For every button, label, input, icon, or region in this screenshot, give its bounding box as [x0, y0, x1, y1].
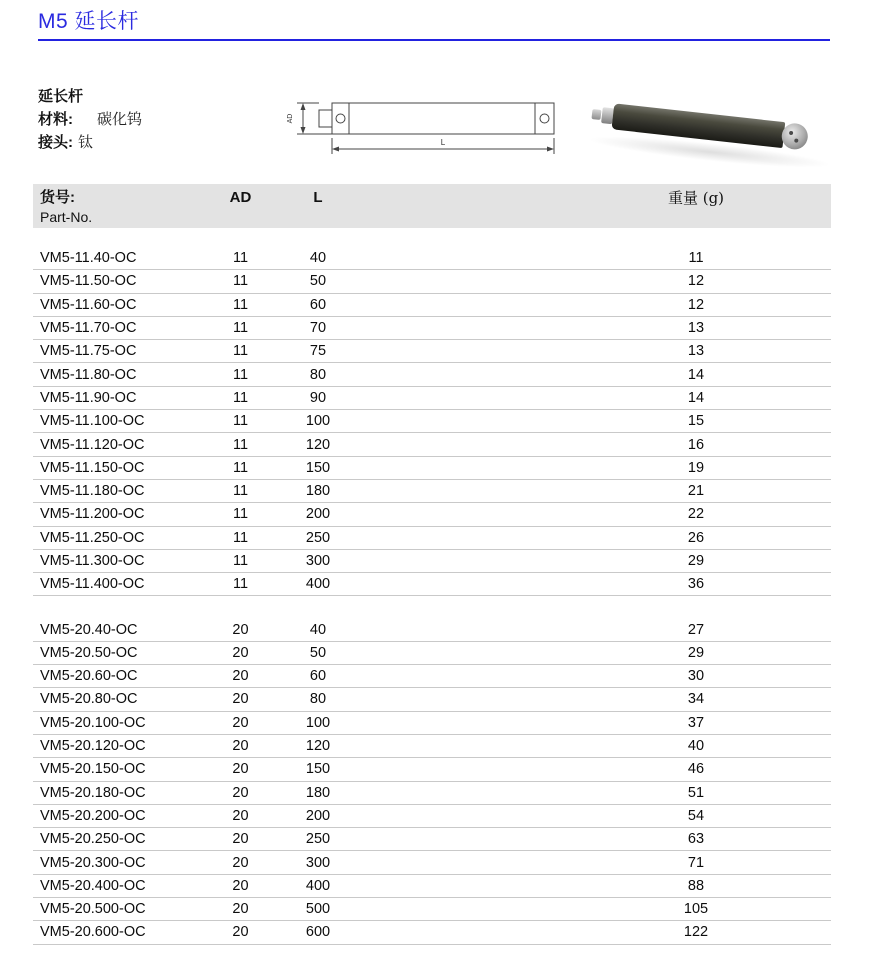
cell-part-no: VM5-20.60-OC [40, 668, 138, 685]
table-row [33, 270, 831, 293]
table-row [33, 758, 831, 781]
cell-part-no: VM5-20.400-OC [40, 877, 146, 894]
cell-part-no: VM5-11.80-OC [40, 366, 137, 383]
cell-weight: 51 [687, 784, 705, 801]
table-row [33, 573, 831, 596]
cell-weight: 40 [687, 738, 705, 755]
joint-label: 接头: [38, 134, 73, 151]
rod-end-cap [780, 122, 809, 151]
product-photo [562, 81, 862, 181]
table-row [33, 688, 831, 711]
technical-drawing [281, 91, 571, 163]
table-header [33, 184, 831, 228]
cell-ad: 11 [232, 436, 249, 453]
cell-ad: 20 [232, 668, 249, 685]
table-row [33, 875, 831, 898]
cell-l: 60 [309, 296, 327, 313]
cell-l: 80 [309, 366, 327, 383]
cell-ad: 11 [232, 506, 249, 523]
cell-weight: 12 [687, 296, 705, 313]
cell-l: 60 [309, 668, 327, 685]
joint-row [38, 131, 142, 154]
cell-part-no: VM5-11.300-OC [40, 553, 145, 569]
cell-weight: 46 [687, 761, 705, 778]
cell-l: 100 [305, 714, 331, 731]
cell-weight: 29 [687, 553, 705, 569]
cell-ad: 20 [232, 807, 249, 824]
cell-weight: 71 [687, 854, 705, 871]
cell-weight: 21 [687, 483, 705, 500]
product-name: 延长杆 [38, 88, 84, 105]
cell-ad: 11 [232, 389, 249, 406]
cell-l: 120 [305, 436, 331, 453]
drawing-l-label: L [440, 138, 446, 147]
cell-part-no: VM5-11.50-OC [40, 273, 137, 290]
cell-part-no: VM5-11.400-OC [40, 576, 145, 593]
cell-ad: 20 [232, 761, 249, 778]
cell-l: 150 [305, 459, 331, 476]
cell-l: 250 [305, 831, 331, 848]
cell-weight: 14 [687, 389, 705, 406]
cell-weight: 63 [687, 831, 705, 848]
cell-ad: 11 [232, 576, 249, 593]
cell-part-no: VM5-20.180-OC [40, 784, 146, 801]
cell-ad: 20 [232, 924, 249, 941]
cell-part-no: VM5-11.60-OC [40, 296, 137, 313]
cell-part-no: VM5-11.90-OC [40, 389, 137, 406]
cell-part-no: VM5-20.600-OC [40, 924, 146, 941]
table-row [33, 665, 831, 688]
header-l: L [313, 189, 323, 206]
table-row [33, 363, 831, 386]
cell-l: 180 [305, 483, 331, 500]
cell-weight: 13 [687, 320, 705, 337]
cell-weight: 122 [683, 924, 709, 941]
cell-l: 120 [305, 738, 331, 755]
cell-l: 75 [309, 343, 327, 360]
cell-ad: 20 [232, 877, 249, 894]
cell-weight: 34 [687, 691, 705, 708]
table-row [33, 805, 831, 828]
cell-part-no: VM5-11.120-OC [40, 436, 145, 453]
cell-ad: 20 [232, 691, 249, 708]
cell-ad: 20 [232, 784, 249, 801]
cell-weight: 27 [687, 621, 705, 638]
cell-part-no: VM5-20.80-OC [40, 691, 138, 708]
cell-ad: 20 [232, 714, 249, 731]
cell-weight: 19 [687, 459, 705, 476]
material-value: 碳化钨 [97, 110, 143, 128]
cell-part-no: VM5-20.150-OC [40, 761, 146, 778]
cell-weight: 36 [687, 576, 705, 593]
cell-part-no: VM5-20.120-OC [40, 738, 146, 755]
cell-ad: 20 [232, 621, 249, 638]
cell-ad: 20 [232, 854, 249, 871]
cell-l: 600 [305, 924, 331, 941]
cell-part-no: VM5-20.300-OC [40, 854, 146, 871]
table-row [33, 851, 831, 874]
table-row [33, 247, 831, 270]
cell-l: 40 [309, 250, 327, 267]
cell-l: 300 [305, 854, 331, 871]
cell-weight: 15 [687, 413, 705, 430]
cell-ad: 11 [232, 366, 249, 383]
drawing-ad-label: AD [287, 113, 294, 124]
cell-l: 70 [309, 320, 327, 337]
cell-weight: 26 [687, 529, 705, 546]
cell-part-no: VM5-11.150-OC [40, 459, 145, 476]
cell-l: 100 [305, 413, 331, 430]
cell-ad: 11 [232, 413, 249, 430]
cell-weight: 13 [687, 343, 705, 360]
cell-weight: 30 [687, 668, 705, 685]
table-body [33, 247, 831, 945]
table-row [33, 340, 831, 363]
table-row [33, 550, 831, 573]
cell-ad: 11 [232, 529, 249, 546]
table-row [33, 712, 831, 735]
cap-hole [794, 138, 798, 142]
cell-weight: 16 [687, 436, 705, 453]
cell-l: 80 [309, 691, 327, 708]
header-part-no-en: Part-No. [40, 209, 93, 225]
cell-l: 50 [309, 644, 327, 661]
table-row [33, 898, 831, 921]
page-title: M5 延长杆 [38, 10, 140, 33]
cell-part-no: VM5-11.75-OC [40, 343, 137, 360]
cell-l: 300 [305, 553, 331, 569]
cell-l: 180 [305, 784, 331, 801]
cell-part-no: VM5-20.40-OC [40, 621, 138, 638]
cell-part-no: VM5-11.100-OC [40, 413, 145, 430]
cell-weight: 105 [683, 901, 709, 918]
table-row [33, 433, 831, 456]
cell-weight: 12 [687, 273, 705, 290]
cell-part-no: VM5-20.50-OC [40, 644, 138, 661]
parts-table [33, 184, 831, 945]
cell-ad: 11 [232, 296, 249, 313]
cell-part-no: VM5-20.200-OC [40, 807, 146, 824]
table-row [33, 828, 831, 851]
top-section [0, 41, 886, 184]
cell-ad: 11 [232, 273, 249, 290]
cell-part-no: VM5-11.250-OC [40, 529, 145, 546]
table-row [33, 527, 831, 550]
cell-ad: 20 [232, 738, 249, 755]
cell-l: 400 [305, 576, 331, 593]
cell-part-no: VM5-11.70-OC [40, 320, 137, 337]
joint-value: 钛 [78, 133, 94, 151]
header-ad: AD [229, 189, 252, 206]
cell-l: 250 [305, 529, 331, 546]
cell-part-no: VM5-20.100-OC [40, 714, 146, 731]
cell-ad: 11 [232, 343, 249, 360]
cell-weight: 29 [687, 644, 705, 661]
table-row [33, 410, 831, 433]
cell-l: 150 [305, 761, 331, 778]
cell-weight: 11 [688, 250, 704, 267]
table-row [33, 735, 831, 758]
cell-l: 200 [305, 807, 331, 824]
group-gap [33, 596, 831, 618]
cell-part-no: VM5-20.500-OC [40, 901, 146, 918]
product-info [38, 85, 142, 154]
table-row [33, 642, 831, 665]
cell-ad: 11 [232, 320, 249, 337]
table-row [33, 503, 831, 526]
cell-l: 200 [305, 506, 331, 523]
cell-weight: 37 [687, 714, 705, 731]
header-weight: 重量 (g) [667, 189, 725, 207]
cell-l: 500 [305, 901, 331, 918]
cell-weight: 14 [687, 366, 705, 383]
cap-hole [789, 131, 793, 135]
table-row [33, 457, 831, 480]
table-row [33, 782, 831, 805]
cell-part-no: VM5-20.250-OC [40, 831, 146, 848]
cell-part-no: VM5-11.200-OC [40, 506, 145, 523]
table-row [33, 294, 831, 317]
cell-l: 400 [305, 877, 331, 894]
table-row [33, 317, 831, 340]
cell-ad: 11 [232, 553, 249, 569]
cell-ad: 11 [232, 483, 249, 500]
cell-weight: 88 [687, 877, 705, 894]
cell-weight: 22 [687, 506, 705, 523]
cell-part-no: VM5-11.180-OC [40, 483, 145, 500]
cell-ad: 11 [232, 459, 249, 476]
table-row [33, 921, 831, 944]
table-row [33, 387, 831, 410]
cell-weight: 54 [687, 807, 705, 824]
cell-l: 90 [309, 389, 327, 406]
material-label: 材料: [38, 111, 73, 128]
cell-ad: 11 [232, 250, 249, 267]
cell-part-no: VM5-11.40-OC [40, 250, 137, 267]
rod-tip [591, 109, 601, 120]
header-part-no-cn: 货号: [40, 189, 75, 206]
header-part-no [33, 188, 203, 227]
cell-l: 50 [309, 273, 327, 290]
cell-ad: 20 [232, 831, 249, 848]
cell-ad: 20 [232, 901, 249, 918]
cell-ad: 20 [232, 644, 249, 661]
table-row [33, 480, 831, 503]
cell-l: 40 [309, 621, 327, 638]
material-row [38, 108, 142, 131]
table-row [33, 618, 831, 641]
